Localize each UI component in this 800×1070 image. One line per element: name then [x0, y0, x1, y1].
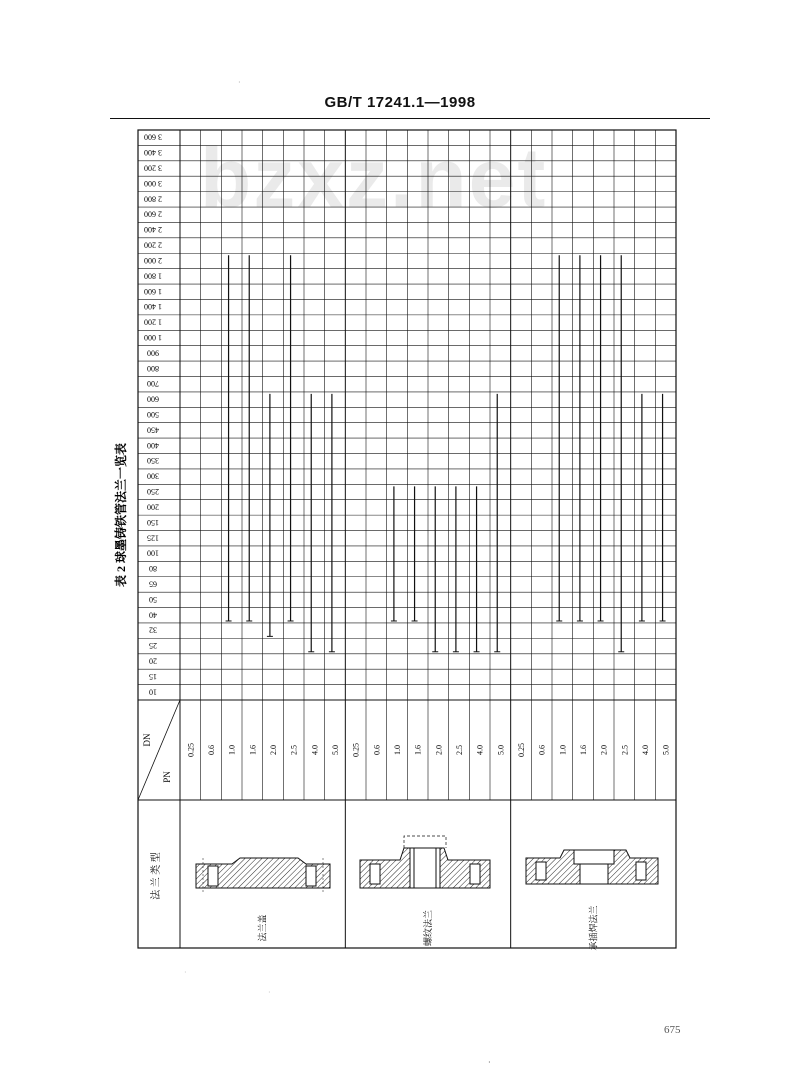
flange-type-header: 法 兰 类 型 [151, 852, 162, 900]
dn-label: 1 200 [144, 317, 162, 327]
group-name-label: 法兰盖 [257, 914, 268, 942]
dn-label: 500 [147, 410, 159, 419]
dn-label: 20 [149, 656, 157, 666]
dn-label: 350 [147, 456, 159, 466]
dn-label: 2 200 [144, 240, 162, 250]
blind-flange-drawing [196, 858, 330, 894]
dn-label: 65 [149, 579, 157, 589]
dn-label: 250 [147, 487, 159, 497]
pn-label: 1.0 [393, 745, 402, 755]
threaded-flange-drawing [360, 836, 490, 888]
pn-label: 5.0 [661, 745, 671, 755]
dn-label: 3 400 [144, 148, 162, 158]
dn-label: 125 [147, 533, 159, 543]
dn-label: 700 [147, 379, 159, 389]
dn-label: 150 [147, 517, 159, 527]
dn-label: 800 [147, 363, 159, 373]
dn-label: 15 [149, 671, 157, 681]
pn-label: 0.6 [372, 745, 382, 755]
pn-label: 1.0 [227, 745, 237, 755]
dn-axis-label: DN [142, 733, 152, 747]
pn-label: 5.0 [496, 745, 506, 755]
dn-label: 32 [149, 625, 157, 635]
pn-label: 1.6 [579, 745, 588, 755]
group-name-label: 螺纹法兰 [423, 909, 433, 947]
socket-weld-flange-drawing [526, 850, 658, 884]
dn-label: 450 [147, 425, 159, 435]
dn-label: 25 [149, 641, 157, 651]
scan-speck: · [488, 1058, 491, 1067]
pn-label: 1.6 [248, 745, 258, 755]
dn-label: 2 000 [144, 255, 162, 265]
dn-label: 1 800 [144, 271, 162, 281]
pn-label: 2.5 [455, 745, 464, 755]
grid-lines [138, 130, 676, 951]
dn-label: 1 600 [144, 286, 162, 296]
dn-label: 100 [147, 548, 159, 558]
pn-label: 0.6 [537, 745, 547, 755]
dn-label: 3 600 [144, 132, 162, 142]
pn-label: 2.0 [599, 745, 609, 755]
group-name-label: 承插焊法兰 [588, 905, 599, 951]
dn-label: 200 [147, 502, 159, 512]
dn-label: 900 [147, 348, 159, 358]
dn-labels [144, 133, 162, 697]
pn-label: 0.25 [186, 743, 196, 757]
dn-label: 10 [149, 687, 157, 697]
pn-label: 0.25 [517, 743, 526, 757]
standard-code-header: GB/T 17241.1—1998 [324, 94, 476, 111]
pn-label: 2.5 [289, 745, 299, 755]
dn-label: 3 000 [144, 178, 162, 188]
dn-label: 3 200 [144, 163, 162, 173]
diagonal-header-line [138, 700, 180, 800]
dn-label: 1 000 [144, 332, 162, 342]
page-number: 675 [664, 1024, 681, 1036]
dn-label: 400 [147, 440, 159, 450]
pn-labels [186, 743, 670, 757]
dn-label: 300 [147, 471, 159, 481]
dn-label: 80 [149, 564, 157, 574]
scan-speck: · [268, 988, 271, 997]
dn-label: 2 400 [144, 225, 162, 235]
dn-label: 1 400 [144, 302, 162, 312]
dn-label: 50 [149, 594, 157, 604]
group-labels [257, 905, 599, 950]
pn-label: 2.0 [434, 745, 444, 755]
scan-speck: · [184, 968, 187, 977]
pn-label: 1.6 [413, 745, 423, 755]
pn-label: 4.0 [475, 745, 485, 755]
dn-label: 2 600 [144, 209, 162, 219]
pn-label: 2.0 [269, 745, 278, 755]
pn-axis-label: PN [162, 771, 172, 783]
pn-label: 0.6 [207, 745, 216, 755]
pn-label: 0.25 [351, 743, 361, 757]
dn-label: 40 [149, 610, 157, 620]
pn-label: 4.0 [641, 745, 650, 755]
dn-label: 600 [147, 394, 159, 404]
table-caption: 表 2 球墨铸铁管法兰一览表 [114, 442, 128, 588]
table-border [138, 130, 676, 951]
pn-label: 4.0 [310, 745, 320, 755]
pn-label: 5.0 [331, 745, 340, 755]
pn-label: 1.0 [558, 745, 568, 755]
dn-label: 2 800 [144, 194, 162, 204]
scan-speck: · [238, 78, 241, 87]
watermark: bzxz.net [200, 131, 548, 225]
pn-label: 2.5 [620, 745, 630, 755]
